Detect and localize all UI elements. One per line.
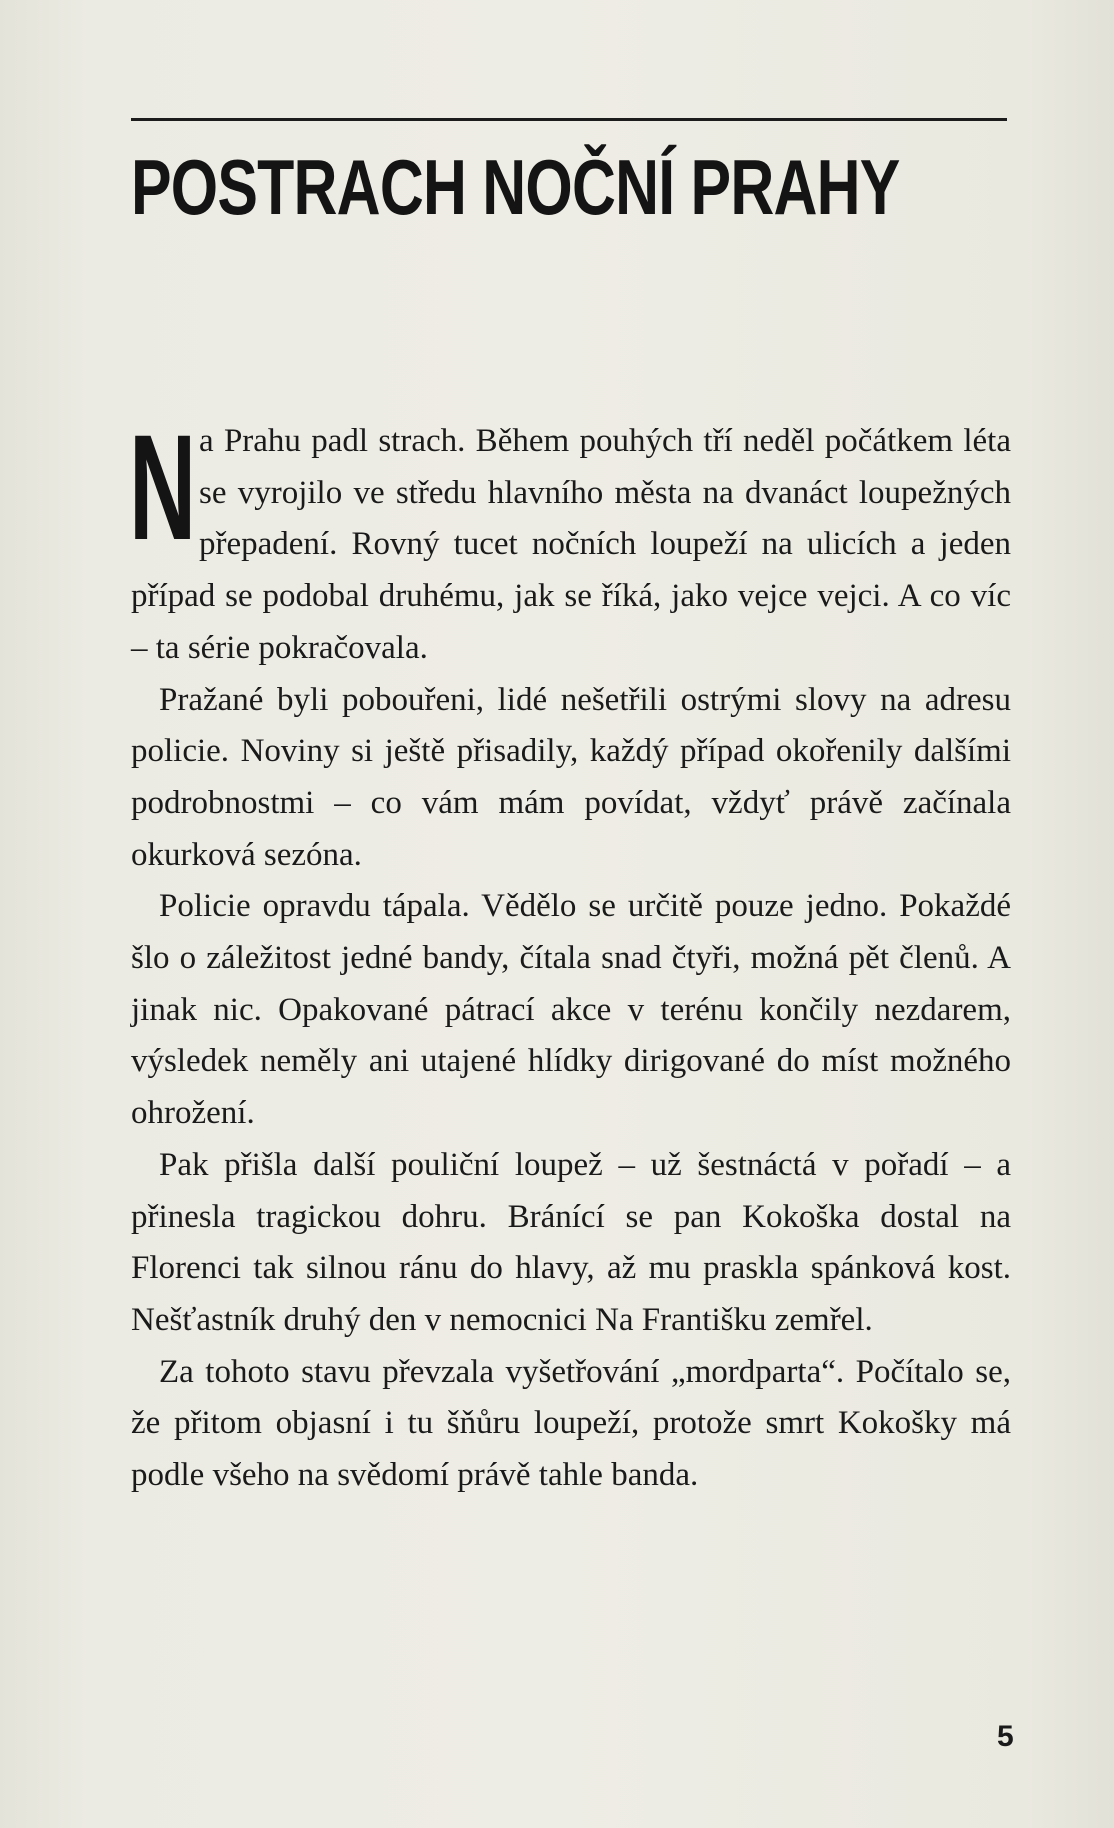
- paragraph-1-text: a Prahu padl strach. Během pouhých tří neděl počátkem léta se vyrojilo ve středu hlavního města na dvanáct loupežných přepadení. Rovný tucet nočních loupeží na ulicích a jeden případ se podobal druhému, jak se říká, jako vejce vejci. A co víc – ta série pokračovala.: [131, 423, 1011, 666]
- paragraph-3: Policie opravdu tápala. Vědělo se určitě pouze jedno. Pokaždé šlo o záležitost jedné bandy, čítala snad čtyři, možná pět členů. A jinak nic. Opakované pátrací akce v terénu končily nezdarem, výsledek neměly ani utajené hlídky dirigované do míst možného ohrožení.: [131, 888, 1011, 1132]
- page-number: 5: [997, 1720, 1014, 1753]
- paragraph-4: Pak přišla další pouliční loupež – už šestnáctá v pořadí – a přinesla tragickou dohru. Bránící se pan Kokoška dostal na Florenci tak silnou ránu do hlavy, až mu praskla spánková kost. Nešťastník druhý den v nemocnici Na Františku zemřel.: [131, 1146, 1011, 1338]
- paragraph-1: [129, 403, 1011, 675]
- chapter-body: [129, 403, 1011, 1502]
- header-rule: [131, 118, 1007, 121]
- drop-cap: N: [129, 403, 197, 571]
- paragraph-5: Za tohoto stavu převzala vyšetřování „mordparta“. Počítalo se, že přitom objasní i tu šňůru loupeží, protože smrt Kokošky má podle všeho na svědomí právě tahle banda.: [131, 1353, 1011, 1494]
- paragraph-2: Pražané byli pobouřeni, lidé nešetřili ostrými slovy na adresu policie. Noviny si ještě přisadily, každý případ okořenily dalšími podrobnostmi – co vám mám povídat, vždyť právě začínala okurková sezóna.: [131, 681, 1011, 873]
- chapter-title: POSTRACH NOČNÍ PRAHY: [131, 143, 900, 231]
